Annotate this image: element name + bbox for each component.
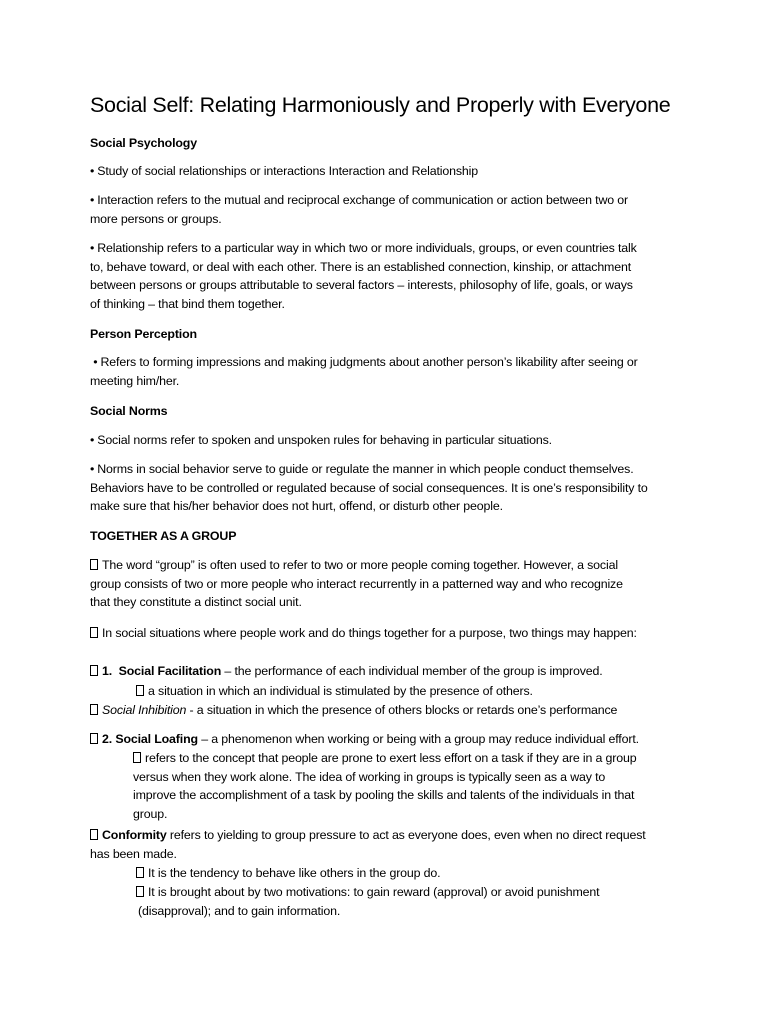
paragraph-text: Study of social relationships or interactions Interaction and Relationship [97, 164, 479, 178]
bullet-glyph: • [90, 241, 95, 255]
line-text: refers to the concept that people are prone to exert less effort on a task if they are in a group [145, 751, 637, 765]
sub-item [136, 883, 736, 920]
bullet-paragraph [90, 431, 690, 450]
social-loafing-item [90, 730, 690, 749]
line-text: Refers to forming impressions and making judgments about another person’s likability after seeing or [100, 355, 638, 369]
bullet-paragraph [90, 239, 690, 314]
paragraph-line: of thinking – that bind them together. [90, 297, 285, 312]
section-heading-person-perception: Person Perception [90, 327, 197, 341]
line-text: refers to yielding to group pressure to act as everyone does, even when no direct request [166, 828, 646, 842]
sub-item [136, 864, 736, 883]
section-heading-social-psychology: Social Psychology [90, 136, 197, 150]
term: 2. Social Loafing [102, 732, 198, 746]
paragraph-line: has been made. [90, 846, 177, 861]
section-heading-social-norms: Social Norms [90, 404, 168, 418]
paragraph-line: group. [133, 807, 168, 822]
paragraph-line: (disapproval); and to gain information. [138, 903, 341, 918]
bullet-glyph: • [93, 355, 98, 369]
term: Conformity [102, 828, 167, 842]
term: Social Inhibition [102, 703, 187, 717]
paragraph-line: that they constitute a distinct social unit. [90, 595, 302, 610]
line-text: Relationship refers to a particular way in which two or more individuals, groups, or even countries talk [97, 241, 637, 255]
definition: – a phenomenon when working or being with a group may reduce individual effort. [197, 732, 639, 746]
term: Social Facilitation [118, 664, 222, 678]
paragraph-line: versus when they work alone. The idea of working in groups is typically seen as a way to [133, 769, 606, 784]
missing-glyph-box-icon [90, 627, 98, 638]
line-text: The word “group” is often used to refer to two or more people coming together. However, a social [102, 558, 618, 572]
bullet-paragraph [90, 353, 690, 390]
paragraph-line: more persons or groups. [90, 211, 222, 226]
paragraph-line [90, 826, 690, 845]
paragraph-line [90, 353, 690, 372]
paragraph-line [136, 883, 736, 902]
paragraph-line: meeting him/her. [90, 373, 180, 388]
bullet-glyph: • [90, 193, 95, 207]
paragraph-text: Social norms refer to spoken and unspoken rules for behaving in particular situations. [97, 433, 552, 447]
definition: - a situation in which the presence of others blocks or retards one’s performance [186, 703, 618, 717]
conformity-item [90, 826, 690, 863]
sub-item [136, 682, 736, 701]
section-heading-together-as-a-group: TOGETHER AS A GROUP [90, 529, 237, 543]
paragraph-line: to, behave toward, or deal with each other. There is an established connection, kinship, or attachment [90, 259, 632, 274]
paragraph-line [90, 191, 690, 210]
missing-glyph-box-icon [136, 867, 144, 878]
social-facilitation-item [90, 662, 690, 681]
paragraph-line: make sure that his/her behavior does not hurt, offend, or disturb other people. [90, 499, 503, 514]
missing-glyph-box-icon [136, 685, 144, 696]
paragraph-line [133, 749, 733, 768]
bullet-paragraph [90, 162, 690, 181]
paragraph-text: In social situations where people work and do things together for a purpose, two things may happen: [102, 626, 637, 640]
paragraph-line: improve the accomplishment of a task by pooling the skills and talents of the individuals in that [133, 788, 635, 803]
paragraph-line [90, 239, 690, 258]
box-paragraph [90, 624, 690, 643]
definition: – the performance of each individual member of the group is improved. [221, 664, 603, 678]
bullet-paragraph [90, 191, 690, 228]
missing-glyph-box-icon [90, 733, 98, 744]
paragraph-line [90, 460, 690, 479]
bullet-glyph: • [90, 433, 95, 447]
item-number: 1. [102, 664, 113, 678]
sub-item-text: a situation in which an individual is stimulated by the presence of others. [148, 684, 533, 698]
missing-glyph-box-icon [90, 665, 98, 676]
social-inhibition-item [90, 701, 690, 720]
line-text: Interaction refers to the mutual and reciprocal exchange of communication or action between two or [97, 193, 628, 207]
missing-glyph-box-icon [133, 752, 141, 763]
paragraph-line [90, 556, 690, 575]
paragraph-line: group consists of two or more people who interact recurrently in a patterned way and who recognize [90, 576, 623, 591]
sub-item-text: It is the tendency to behave like others in the group do. [148, 866, 441, 880]
line-text: It is brought about by two motivations: to gain reward (approval) or avoid punishment [148, 885, 600, 899]
missing-glyph-box-icon [90, 704, 98, 715]
paragraph-line: between persons or groups attributable to several factors – interests, philosophy of life, goals, or ways [90, 278, 633, 293]
page-title: Social Self: Relating Harmoniously and Properly with Everyone [90, 93, 671, 117]
bullet-glyph: • [90, 462, 95, 476]
box-paragraph [90, 556, 690, 612]
missing-glyph-box-icon [90, 829, 98, 840]
bullet-glyph: • [90, 164, 95, 178]
sub-item [133, 749, 733, 824]
paragraph-line: Behaviors have to be controlled or regulated because of social consequences. It is one’s responsibility to [90, 480, 648, 495]
missing-glyph-box-icon [90, 559, 98, 570]
bullet-paragraph [90, 460, 690, 516]
missing-glyph-box-icon [136, 886, 144, 897]
line-text: Norms in social behavior serve to guide or regulate the manner in which people conduct themselves. [97, 462, 634, 476]
